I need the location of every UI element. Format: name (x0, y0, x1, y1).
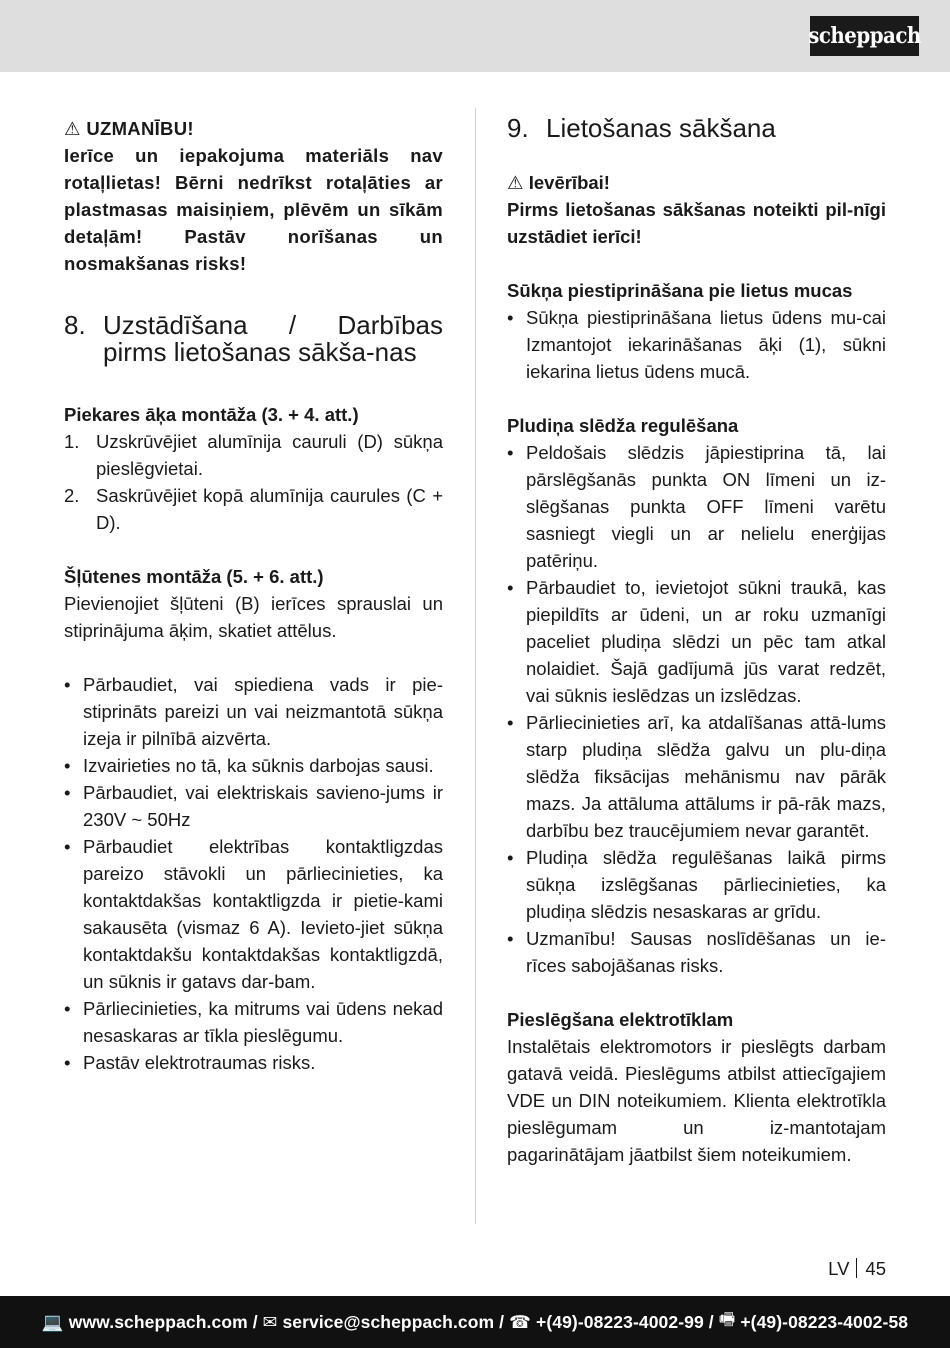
computer-icon: 💻 (41, 1311, 64, 1332)
list-item: • Pārbaudiet, vai elektriskais savieno-jums ir 230V ~ 50Hz (64, 782, 443, 830)
footer-website[interactable]: www.scheppach.com / (68, 1311, 258, 1332)
fax-icon: 🖷 (718, 1309, 736, 1329)
section-8-number: 8. (64, 310, 86, 340)
right-column (507, 115, 886, 1168)
list-item: • Pārliecinieties, ka mitrums vai ūdens nekad nesaskaras ar tīkla pieslēgumu. (64, 998, 443, 1046)
power-heading: Pieslēgšana elektrotīklam (507, 1009, 734, 1030)
header-bar (0, 0, 950, 72)
section-8-heading (64, 312, 443, 366)
section-9-heading (507, 115, 886, 142)
float-list (507, 439, 886, 979)
list-item: • Izvairieties no tā, ka sūknis darbojas sausi. (64, 755, 434, 776)
step-text: Uzskrūvējiet alumīnija cauruli (D) sūkņa pieslēgvietai. (96, 431, 443, 479)
notice-title: ⚠ Ievērībai! (507, 172, 610, 193)
footer-bar (0, 1296, 950, 1348)
hose-heading: Šļūtenes montāža (5. + 6. att.) (64, 566, 324, 587)
hanger-heading: Piekares āķa montāža (3. + 4. att.) (64, 404, 359, 425)
mail-icon: ✉ (262, 1311, 278, 1332)
hanger-steps (64, 428, 443, 536)
list-item: • Pārbaudiet to, ievietojot sūkni traukā, kas piepildīts ar ūdeni, un ar roku uzmanīgi paceliet pludiņa slēdzi un pēc tam atkal nolaidiet. Šajā gadījumā jūs varat redzēt, vai sūknis ieslēdzas un izslēdzas. (507, 577, 886, 706)
footer-email[interactable]: service@scheppach.com / (282, 1311, 505, 1332)
warning-title: ⚠ UZMANĪBU! (64, 118, 194, 139)
float-heading: Pludiņa slēdža regulēšana (507, 415, 739, 436)
language-code: LV (828, 1258, 850, 1279)
list-item: • Sūkņa piestiprināšana lietus ūdens mu-cai Izmantojot iekarināšanas āķi (1), sūkni iekarina lietus ūdens mucā. (507, 307, 886, 382)
section-9-title: Lietošanas sākšana (546, 113, 776, 143)
list-item: • Peldošais slēdzis jāpiestiprina tā, lai pārslēgšanās punkta ON līmeni un iz-slēgšanas punkta OFF līmeni varētu sasniegt viegli un ar nelielu enerģijas patēriņu. (507, 442, 886, 571)
checks-list (64, 671, 443, 1076)
section-8-title: Uzstādīšana / Darbības pirms lietošanas sākša-nas (103, 310, 443, 367)
section-9-number: 9. (507, 113, 529, 143)
list-item: • Pārbaudiet elektrības kontaktligzdas pareizo stāvokli un pārliecinieties, ka kontaktdakšas kontaktligzda ir pietie-kami sakausēta (vismaz 6 A). Ievieto-jiet sūkņa kontaktdakšu kontaktdakšas kontaktligzdā, un sūknis ir gatavs dar-bam. (64, 836, 443, 992)
list-item: • Pludiņa slēdža regulēšanas laikā pirms sūkņa izslēgšanas pārliecinieties, ka pludiņa slēdzis nesaskaras ar grīdu. (507, 847, 886, 922)
list-item (64, 482, 443, 536)
mount-list (507, 304, 886, 385)
list-item: • Pārliecinieties arī, ka atdalīšanas attā-lums starp pludiņa slēdža galvu un plu-diņa slēdža fiksācijas mehānismu nav pārāk mazs. Ja attāluma attālums ir pā-rāk mazs, darbību bez traucējumiem nevar garantēt. (507, 712, 886, 841)
list-item: • Uzmanību! Sausas noslīdēšanas un ie-rīces sabojāšanas risks. (507, 928, 886, 976)
left-column (64, 115, 443, 1076)
list-item (64, 428, 443, 482)
step-number: 2. (64, 485, 80, 506)
mount-heading: Sūkņa piestiprināšana pie lietus mucas (507, 280, 853, 301)
step-text: Saskrūvējiet kopā alumīnija caurules (C + D). (96, 485, 443, 533)
page-number-value: 45 (865, 1258, 886, 1279)
hose-text: Pievienojiet šļūteni (B) ierīces sprauslai un stiprinājuma āķim, skatiet attēlus. (64, 593, 443, 641)
scheppach-logo: scheppach (810, 16, 919, 56)
list-item: • Pastāv elektrotraumas risks. (64, 1052, 316, 1073)
notice-text: Pirms lietošanas sākšanas noteikti pil-nīgi uzstādiet ierīci! (507, 199, 886, 247)
column-divider (475, 108, 476, 1224)
power-text: Instalētais elektromotors ir pieslēgts darbam gatavā veidā. Pieslēgums atbilst attiecīgajiem VDE un DIN noteikumiem. Klienta elektrotīkla pieslēgumam un iz-mantotajam pagarinātājam jāatbilst šiem noteikumiem. (507, 1036, 886, 1165)
warning-text: Ierīce un iepakojuma materiāls nav rotaļlietas! Bērni nedrīkst rotaļāties ar plastmasas maisiņiem, plēvēm un sīkām detaļām! Pastāv norīšanas un nosmakšanas risks! (64, 145, 443, 274)
page-number (828, 1255, 886, 1282)
phone-icon: ☎ (509, 1311, 532, 1332)
footer-fax: +(49)-08223-4002-58 (740, 1311, 909, 1332)
step-number: 1. (64, 431, 80, 452)
footer-phone: +(49)-08223-4002-99 / (536, 1311, 714, 1332)
list-item: • Pārbaudiet, vai spiediena vads ir pie-stiprināts pareizi un vai neizmantotā sūkņa izeja ir pilnībā aizvērta. (64, 674, 443, 749)
